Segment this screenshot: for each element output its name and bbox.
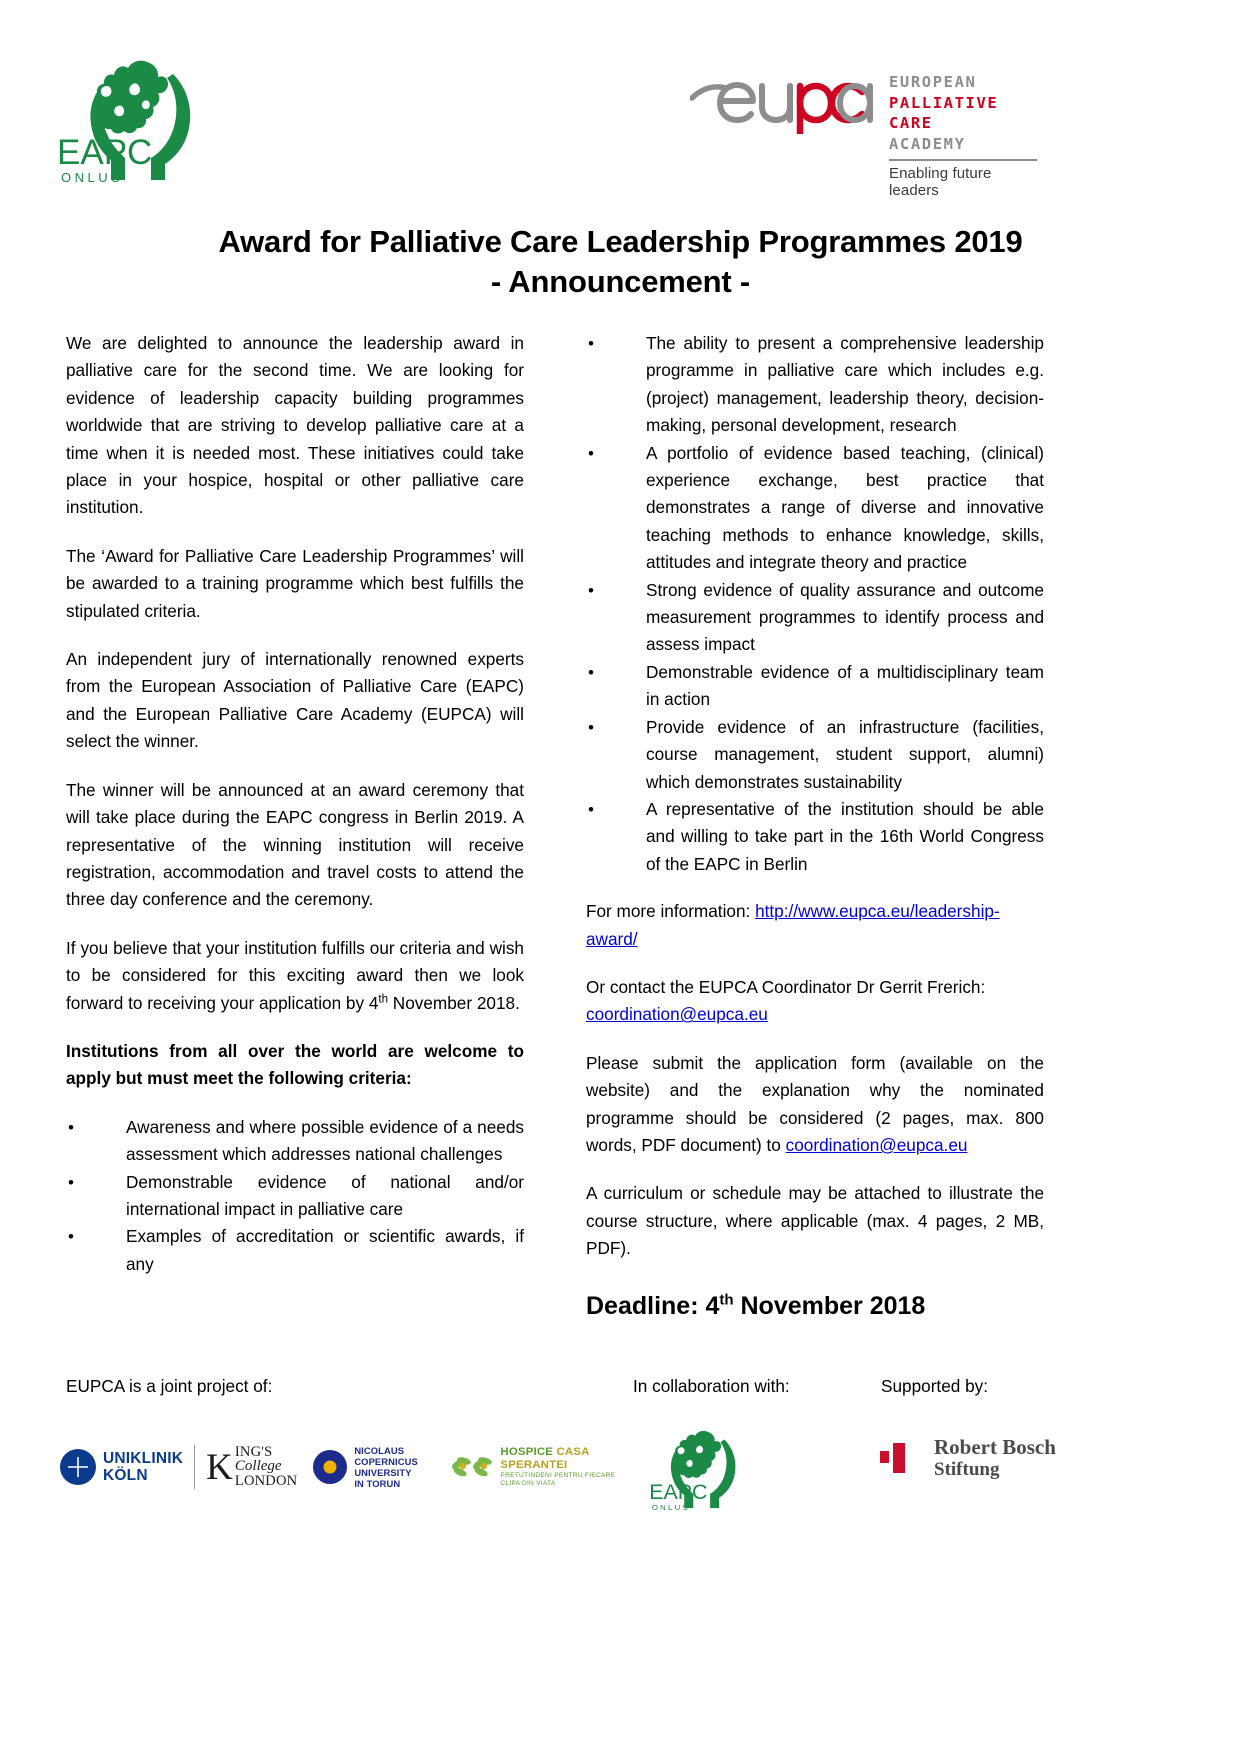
- kcl-text-stack: [235, 1445, 297, 1489]
- eapc-footer-graphic: [648, 1418, 758, 1518]
- right-column: [586, 330, 1044, 1323]
- list-item: • Examples of accreditation or scientific awards, if any: [66, 1223, 524, 1278]
- joint-project-label: EUPCA is a joint project of:: [66, 1376, 273, 1396]
- eapc-footer-subtitle: ONLUS: [651, 1503, 690, 1513]
- more-information-label: For more information:: [586, 901, 756, 922]
- contact-label: Or contact the EUPCA Coordinator Dr Gerrit Frerich:: [586, 976, 986, 997]
- right-criteria-list: [586, 330, 1044, 878]
- kings-college-london-logo: [206, 1445, 297, 1489]
- application-deadline-paragraph: [66, 935, 524, 1017]
- ncu-text: [354, 1445, 433, 1490]
- bosch-text: [934, 1436, 1056, 1481]
- bosch-mark-icon: [878, 1441, 924, 1477]
- document-header: [0, 0, 1241, 200]
- list-item: • A representative of the institution should be able and willing to take part in the 16th World Congress of the EAPC in Berlin: [586, 796, 1044, 878]
- ceremony-paragraph: The winner will be announced at an award ceremony that will take place during the EAPC congress in Berlin 2019. A representative of the winning institution will receive registration, accommodation and travel costs to attend the three day conference and the ceremony.: [66, 779, 524, 910]
- bosch-mark-graphic: [878, 1441, 924, 1477]
- hospice-word-casa-sperantei: CASA SPERANTEI: [500, 1446, 590, 1471]
- eupca-name-block: [889, 62, 1045, 199]
- hospice-name-line: [500, 1446, 620, 1472]
- eupca-logo: [690, 62, 1045, 199]
- list-item: • A portfolio of evidence based teaching, (clinical) experience exchange, best practice that demonstrates a range of diverse and innovative teaching methods to enhance knowledge, skills, attitudes and integrate theory and practice: [586, 440, 1044, 577]
- left-criteria-list: [66, 1114, 524, 1278]
- list-item: • Demonstrable evidence of national and/or international impact in palliative care: [66, 1169, 524, 1224]
- jury-paragraph: An independent jury of internationally renowned experts from the European Association of Palliative Care (EAPC) and the European Palliative Care Academy (EUPCA) will select the winner.: [66, 649, 524, 752]
- copernicus-sun-icon: [313, 1450, 347, 1484]
- logo-divider: [194, 1445, 195, 1489]
- eupca-line-european: EUROPEAN: [889, 73, 977, 91]
- list-item: • Demonstrable evidence of a multidisciplinary team in action: [586, 659, 1044, 714]
- curriculum-paragraph: A curriculum or schedule may be attached to illustrate the course structure, where applicable (max. 4 pages, 2 MB, PDF).: [586, 1183, 1044, 1259]
- deadline-text-before: If you believe that your institution fulfills our criteria and wish to be considered for this exciting award then we look forward to receiving your application by 4: [66, 937, 524, 1013]
- more-information-paragraph: [586, 898, 1044, 953]
- title-line-1: Award for Palliative Care Leadership Programmes 2019: [218, 224, 1023, 259]
- hospice-word-hospice: HOSPICE: [500, 1446, 557, 1458]
- left-column: [66, 330, 524, 1298]
- ncu-line-2: UNIVERSITY: [354, 1467, 412, 1478]
- eupca-line-palliative-care: PALLIATIVE CARE: [889, 93, 999, 132]
- eapc-logo-graphic: [55, 48, 225, 188]
- hospice-leaves-graphic: [449, 1451, 495, 1483]
- document-footer: [0, 1358, 1241, 1754]
- deadline-ordinal: th: [378, 992, 388, 1005]
- supported-by-label: Supported by:: [881, 1376, 989, 1396]
- ncu-line-3: IN TORUN: [354, 1478, 401, 1490]
- submission-paragraph: [586, 1050, 1044, 1160]
- uniklinik-koeln-text: [103, 1450, 183, 1484]
- page-title: [0, 222, 1241, 302]
- deadline-label: Deadline: 4: [586, 1291, 720, 1320]
- leadership-award-link[interactable]: http://www.eupca.eu/leadership-award/: [586, 901, 1000, 949]
- kcl-line-ings: ING'S: [234, 1444, 273, 1460]
- kcl-initial-k: K: [206, 1446, 233, 1488]
- uniklinik-line-2: KÖLN: [103, 1467, 148, 1484]
- collaboration-label: In collaboration with:: [633, 1376, 790, 1396]
- eupca-line-academy: ACADEMY: [889, 134, 966, 153]
- eupca-tagline: Enabling future leaders: [889, 165, 992, 199]
- hospice-text: [500, 1446, 620, 1488]
- kcl-line-college: College: [234, 1458, 282, 1474]
- deadline-heading: [586, 1289, 1044, 1323]
- title-line-2: - Announcement -: [490, 264, 751, 299]
- eupca-divider: [889, 159, 1037, 161]
- partner-logo-strip: [60, 1432, 620, 1502]
- submission-text: Please submit the application form (available on the website) and the explanation why the nominated programme should be considered (2 pages, max. 800 words, PDF document) to: [586, 1052, 1044, 1155]
- coordinator-email-link[interactable]: coordination@eupca.eu: [586, 1004, 768, 1025]
- intro-paragraph: We are delighted to announce the leadership award in palliative care for the second time. We are looking for evidence of leadership capacity building programmes worldwide that are striving to develop palliative care at a time when it is needed most. These initiatives could take place in your hospice, hospital or other palliative care institution.: [66, 333, 524, 518]
- nicolaus-copernicus-university-logo: [313, 1445, 433, 1490]
- criteria-heading: Institutions from all over the world are welcome to apply but must meet the following criteria:: [66, 1040, 524, 1089]
- kcl-line-london: LONDON: [234, 1473, 298, 1489]
- deadline-heading-ordinal: th: [719, 1291, 734, 1309]
- uniklinik-seal-icon: [60, 1449, 96, 1485]
- contact-paragraph: [586, 974, 1044, 1029]
- eapc-footer-logo: [648, 1418, 758, 1518]
- hospice-slogan: PRETUTINDENI PENTRU FIECARE CLIPA DIN VIATA: [500, 1472, 616, 1487]
- eapc-logo: [55, 48, 225, 188]
- list-item: • Strong evidence of quality assurance and outcome measurement programmes to identify process and assess impact: [586, 577, 1044, 659]
- hospice-casa-sperantei-logo: [449, 1446, 620, 1488]
- uniklinik-koeln-logo: [60, 1441, 183, 1493]
- list-item: • Provide evidence of an infrastructure (facilities, course management, student support, alumni) which demonstrates sustainability: [586, 714, 1044, 796]
- eupca-wordmark: [690, 62, 875, 134]
- hospice-leaves-icon: [449, 1451, 495, 1483]
- robert-bosch-stiftung-logo: [878, 1436, 1056, 1481]
- eapc-footer-acronym: EAPC: [649, 1480, 708, 1505]
- eapc-subtitle: ONLUS: [61, 170, 124, 185]
- list-item: • Awareness and where possible evidence of a needs assessment which addresses national challenges: [66, 1114, 524, 1169]
- award-description-paragraph: The ‘Award for Palliative Care Leadership Programmes’ will be awarded to a training programme which best fulfills the stipulated criteria.: [66, 545, 524, 621]
- list-item: • The ability to present a comprehensive leadership programme in palliative care which includes e.g. (project) management, leadership theory, decision-making, personal development, research: [586, 330, 1044, 440]
- deadline-text-after: November 2018.: [388, 992, 520, 1013]
- eupca-wordmark-graphic: [690, 62, 875, 134]
- submission-email-link[interactable]: coordination@eupca.eu: [785, 1134, 968, 1155]
- eapc-acronym: EAPC: [57, 133, 153, 172]
- uniklinik-line-1: UNIKLINIK: [103, 1450, 184, 1467]
- bosch-line-2: Stiftung: [934, 1459, 1000, 1480]
- ncu-line-1: NICOLAUS COPERNICUS: [354, 1444, 418, 1467]
- deadline-date: November 2018: [733, 1291, 926, 1320]
- bosch-line-1: Robert Bosch: [934, 1435, 1056, 1459]
